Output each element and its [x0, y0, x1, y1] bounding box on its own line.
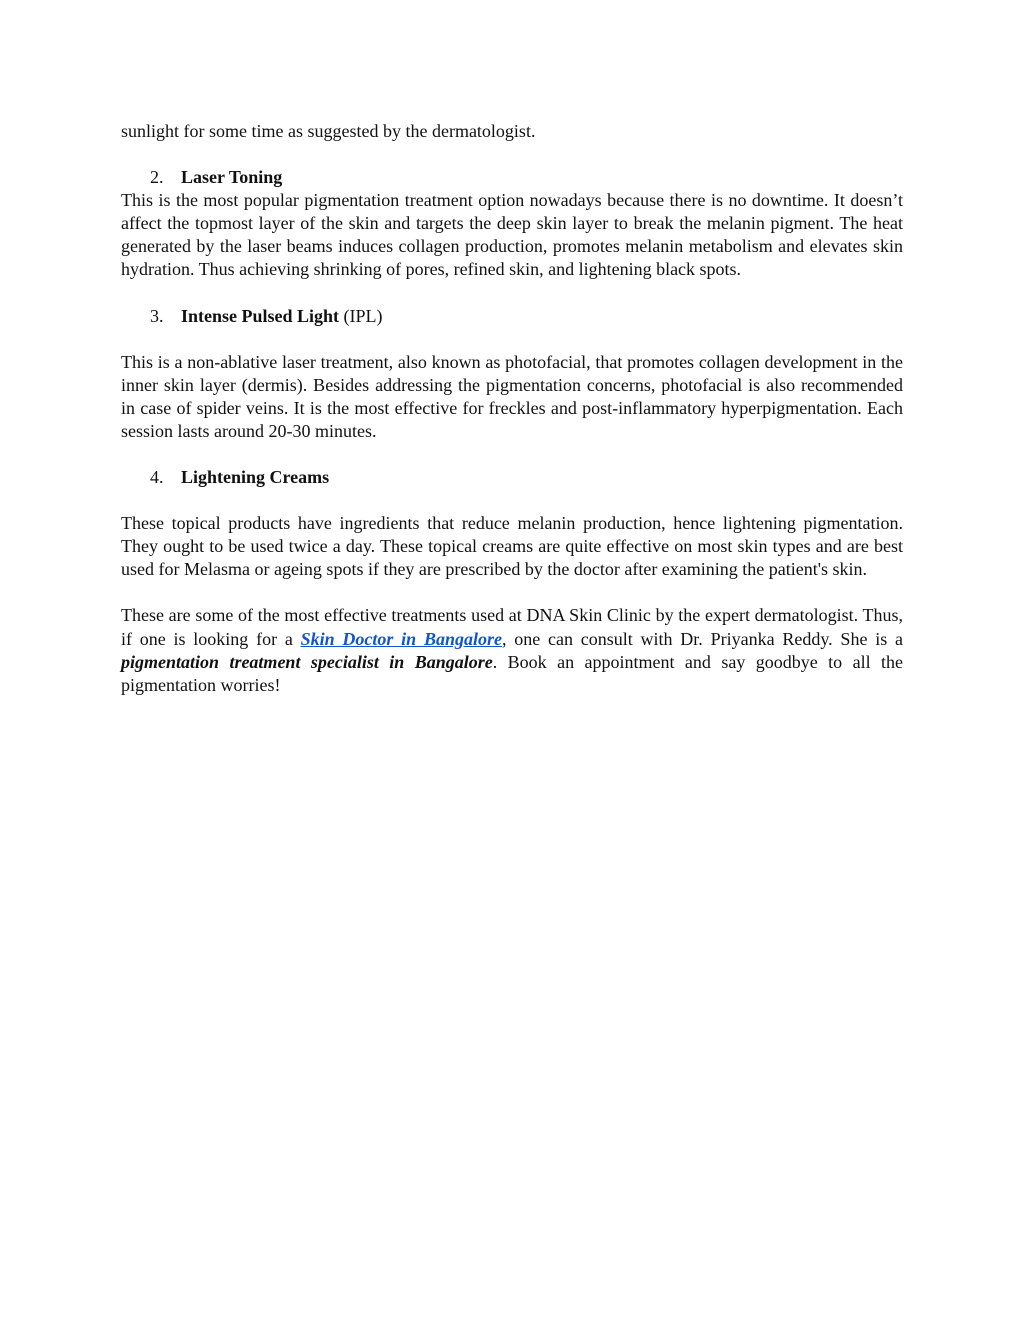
closing-paragraph: [121, 604, 903, 696]
specialist-emphasis: pigmentation treatment specialist in Bangalore: [121, 651, 493, 672]
section-heading-lightening-creams: [150, 466, 903, 489]
section-title: Lightening Creams: [181, 467, 330, 488]
intro-line: sunlight for some time as suggested by the dermatologist.: [121, 121, 536, 141]
section-heading-ipl: [150, 305, 903, 328]
document-page: [121, 120, 903, 697]
section-title: Laser Toning: [181, 167, 283, 188]
section-title-suffix: (IPL): [339, 305, 383, 326]
section-number: 3.: [150, 305, 164, 326]
section-body-laser-toning: This is the most popular pigmentation treatment option nowadays because there is no downtime. It doesn’t affect the topmost layer of the skin and targets the deep skin layer to break the melanin pigment. The heat generated by the laser beams induces collagen production, promotes melanin metabolism and elevates skin hydration. Thus achieving shrinking of pores, refined skin, and lightening black spots.: [121, 190, 903, 280]
section-heading-laser-toning: [150, 166, 903, 189]
closing-text: , one can consult with Dr. Priyanka Reddy. She is a: [501, 628, 903, 649]
closing-text: . Book an appointment and say goodbye to all the pigmentation worries!: [121, 651, 903, 695]
section-number: 4.: [150, 467, 164, 488]
closing-text: These are some of the most effective treatments used at DNA Skin Clinic by the expert dermatologist. Thus, if one is looking for a: [121, 605, 903, 649]
section-body-lightening-creams: These topical products have ingredients that reduce melanin production, hence lightening pigmentation. They ought to be used twice a day. These topical creams are quite effective on most skin types and are best used for Melasma or ageing spots if they are prescribed by the doctor after examining the patient's skin.: [121, 513, 903, 580]
section-number: 2.: [150, 167, 164, 188]
skin-doctor-link[interactable]: Skin Doctor in Bangalore: [300, 628, 502, 649]
section-title: Intense Pulsed Light: [181, 305, 340, 326]
section-body-ipl: This is a non-ablative laser treatment, also known as photofacial, that promotes collagen development in the inner skin layer (dermis). Besides addressing the pigmentation concerns, photofacial is also recommended in case of spider veins. It is the most effective for freckles and post-inflammatory hyperpigmentation. Each session lasts around 20-30 minutes.: [121, 351, 903, 441]
